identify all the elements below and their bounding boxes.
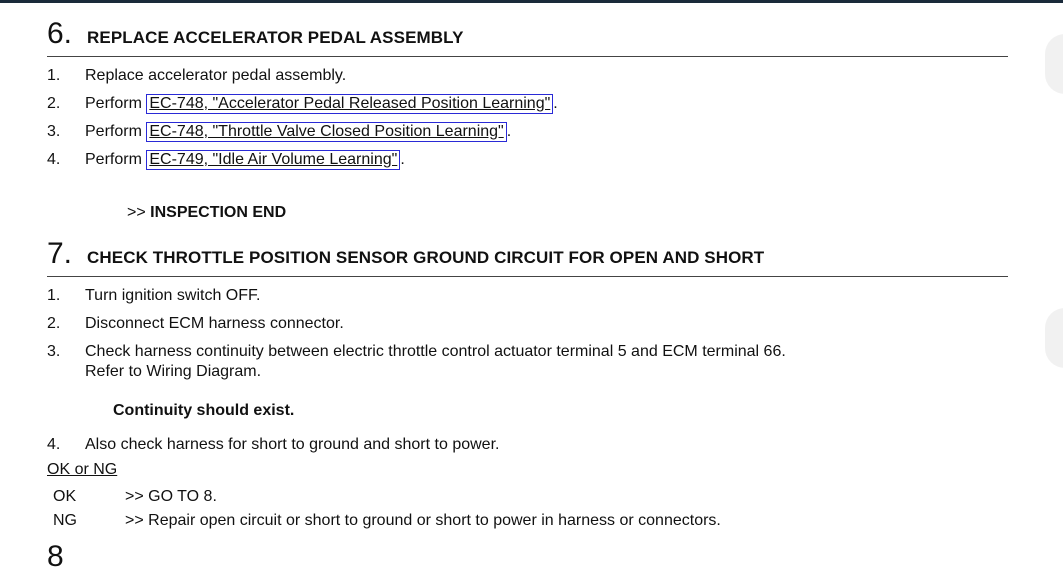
section-number: 7. xyxy=(47,237,73,270)
step-number: 1. xyxy=(47,67,61,84)
next-section-number: 8 xyxy=(47,540,64,573)
section-7 xyxy=(47,236,1008,529)
step-text: Check harness continuity between electric throttle control actuator terminal 5 and ECM terminal 66. xyxy=(85,343,786,360)
step-text-continued: Refer to Wiring Diagram. xyxy=(85,363,262,380)
end-prefix: >> xyxy=(127,204,151,221)
reference-link[interactable] xyxy=(146,94,553,114)
result-code-ok: OK xyxy=(53,488,77,505)
section-title: REPLACE ACCELERATOR PEDAL ASSEMBLY xyxy=(87,28,464,47)
step-number: 2. xyxy=(47,315,61,332)
step-text: Disconnect ECM harness connector. xyxy=(85,315,344,332)
step-text: Turn ignition switch OFF. xyxy=(85,287,261,304)
section-6 xyxy=(47,16,1008,221)
step-suffix: . xyxy=(553,95,558,112)
step-text: Replace accelerator pedal assembly. xyxy=(85,67,347,84)
step-suffix: . xyxy=(400,151,405,168)
step-prefix: Perform xyxy=(85,95,142,112)
reference-link[interactable] xyxy=(146,150,400,170)
step-number: 4. xyxy=(47,151,61,168)
inspection-end xyxy=(127,203,286,223)
result-code-ng: NG xyxy=(53,512,77,529)
page-edge-tab xyxy=(1045,34,1063,94)
step-prefix: Perform xyxy=(85,123,142,140)
result-action-ok: >> GO TO 8. xyxy=(125,488,217,505)
step-text xyxy=(85,94,558,114)
step-number: 3. xyxy=(47,343,61,360)
continuity-note: Continuity should exist. xyxy=(113,402,295,419)
reference-link[interactable] xyxy=(146,122,506,142)
step-number: 3. xyxy=(47,123,61,140)
step-prefix: Perform xyxy=(85,151,142,168)
page-edge-tab xyxy=(1045,308,1063,368)
top-border xyxy=(0,0,1063,3)
end-text: INSPECTION END xyxy=(150,204,287,221)
reference-link-text: EC-748, "Accelerator Pedal Released Position Learning" xyxy=(149,95,551,112)
section-number: 6. xyxy=(47,17,73,50)
section-title: CHECK THROTTLE POSITION SENSOR GROUND CIRCUIT FOR OPEN AND SHORT xyxy=(87,248,765,267)
step-number: 1. xyxy=(47,287,61,304)
step-text xyxy=(85,150,405,170)
reference-link-text: EC-749, "Idle Air Volume Learning" xyxy=(149,151,398,168)
result-action-ng: >> Repair open circuit or short to ground or short to power in harness or connectors. xyxy=(125,512,721,529)
step-text xyxy=(85,122,511,142)
section-7-header xyxy=(47,236,1008,277)
section-6-header xyxy=(47,16,1008,57)
step-number: 2. xyxy=(47,95,61,112)
step-text: Also check harness for short to ground and short to power. xyxy=(85,436,500,453)
step-suffix: . xyxy=(506,123,512,140)
result-label: OK or NG xyxy=(47,461,118,478)
step-number: 4. xyxy=(47,436,61,453)
reference-link-text: EC-748, "Throttle Valve Closed Position Learning" xyxy=(149,123,504,140)
